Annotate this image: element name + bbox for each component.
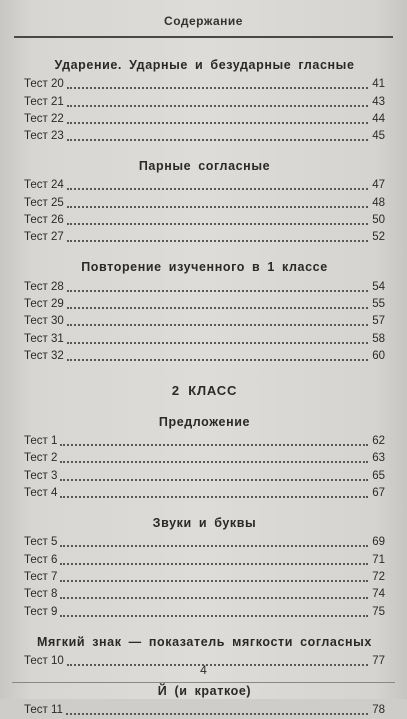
section-title: Звуки и буквы bbox=[152, 516, 257, 531]
toc-entry-label: Тест 3 bbox=[24, 469, 58, 482]
toc-entry-page: 55 bbox=[372, 297, 385, 310]
toc-entry-label: Тест 26 bbox=[24, 214, 64, 227]
toc-entry bbox=[22, 450, 387, 467]
dot-leader bbox=[60, 615, 368, 617]
page-header bbox=[14, 8, 393, 38]
toc-entry-label: Тест 1 bbox=[24, 435, 58, 448]
toc-entry-label: Тест 24 bbox=[24, 179, 64, 192]
section-title: Повторение изученного в 1 классе bbox=[81, 260, 328, 275]
toc-entry-label: Тест 11 bbox=[24, 704, 63, 717]
toc-entry bbox=[22, 278, 387, 295]
toc-entry-page: 57 bbox=[372, 315, 385, 328]
dot-leader bbox=[60, 444, 368, 446]
toc-entry-label: Тест 4 bbox=[24, 487, 58, 500]
toc-entry bbox=[22, 212, 387, 229]
page-number: 4 bbox=[200, 663, 207, 677]
toc-entry-label: Тест 10 bbox=[24, 654, 64, 667]
toc-entry-label: Тест 27 bbox=[24, 231, 64, 244]
section-title: Парные согласные bbox=[138, 159, 271, 174]
toc-entry-label: Тест 25 bbox=[24, 196, 64, 209]
dot-leader bbox=[67, 342, 368, 344]
toc-entry-label: Тест 2 bbox=[24, 452, 58, 465]
toc-entry bbox=[22, 296, 387, 313]
toc-entry-page: 69 bbox=[372, 536, 385, 549]
toc-entry bbox=[22, 111, 387, 128]
toc-entry bbox=[22, 313, 387, 330]
toc-entry bbox=[22, 586, 387, 603]
section-gap bbox=[22, 246, 387, 256]
footer-divider bbox=[12, 682, 395, 683]
toc-entry-page: 71 bbox=[372, 553, 385, 566]
dot-leader bbox=[67, 122, 368, 124]
section-title: Ударение. Ударные и безударные гласные bbox=[54, 58, 355, 72]
toc-entry bbox=[22, 229, 387, 246]
toc-entry bbox=[22, 569, 387, 586]
toc-entry-label: Тест 20 bbox=[24, 78, 64, 91]
toc-entry-label: Тест 7 bbox=[24, 570, 58, 583]
toc-part-1 bbox=[22, 54, 387, 365]
toc-entry-page: 60 bbox=[372, 349, 385, 362]
dot-leader bbox=[67, 206, 368, 208]
toc-entry bbox=[22, 194, 387, 211]
toc-entry bbox=[22, 551, 387, 568]
section-title: Предложение bbox=[158, 414, 251, 429]
dot-leader bbox=[60, 479, 368, 481]
toc-entry-label: Тест 8 bbox=[24, 588, 58, 601]
toc-entry-page: 67 bbox=[372, 487, 385, 500]
toc-entry bbox=[22, 467, 387, 484]
toc-entry-label: Тест 29 bbox=[24, 297, 64, 310]
toc-entry-page: 63 bbox=[372, 452, 385, 465]
dot-leader bbox=[67, 87, 368, 89]
dot-leader bbox=[67, 188, 368, 190]
dot-leader bbox=[67, 290, 368, 292]
section-gap bbox=[22, 145, 387, 155]
dot-leader bbox=[67, 240, 368, 242]
toc-entry-page: 72 bbox=[372, 570, 385, 583]
toc-entry bbox=[22, 433, 387, 450]
section-title: Мягкий знак — показатель мягкости согласных bbox=[37, 634, 372, 649]
page-title: Содержание bbox=[164, 14, 243, 28]
toc-entry-label: Тест 9 bbox=[24, 605, 58, 618]
toc-entry-page: 58 bbox=[372, 332, 385, 345]
toc-entry bbox=[22, 93, 387, 110]
toc-entry bbox=[22, 76, 387, 93]
dot-leader bbox=[60, 496, 368, 498]
dot-leader bbox=[60, 563, 368, 565]
toc-entry bbox=[22, 128, 387, 145]
section-title: Й (и краткое) bbox=[157, 683, 252, 698]
toc-entry-label: Тест 28 bbox=[24, 280, 64, 293]
toc-entry-label: Тест 6 bbox=[24, 553, 58, 566]
dot-leader bbox=[67, 223, 368, 225]
toc-entry-label: Тест 22 bbox=[24, 112, 64, 125]
toc-entry bbox=[22, 348, 387, 365]
toc-entry-label: Тест 5 bbox=[24, 536, 58, 549]
toc-entry bbox=[22, 485, 387, 502]
toc-entry-page: 48 bbox=[372, 196, 385, 209]
toc-entry bbox=[22, 330, 387, 347]
toc-entry-page: 41 bbox=[372, 78, 385, 91]
toc-entry bbox=[22, 177, 387, 194]
toc-entry-page: 74 bbox=[372, 588, 385, 601]
class-heading: 2 КЛАСС bbox=[171, 382, 238, 398]
toc-entry bbox=[22, 702, 387, 719]
toc-entry bbox=[22, 534, 387, 551]
dot-leader bbox=[67, 359, 368, 361]
toc-entry-page: 62 bbox=[372, 435, 385, 448]
toc-entry-page: 47 bbox=[372, 179, 385, 192]
toc-entry-label: Тест 23 bbox=[24, 130, 64, 143]
section-gap bbox=[22, 621, 387, 631]
dot-leader bbox=[60, 580, 368, 582]
toc-entry-page: 75 bbox=[372, 605, 385, 618]
dot-leader bbox=[60, 461, 368, 463]
toc-entry-page: 43 bbox=[372, 95, 385, 108]
table-of-contents bbox=[22, 48, 387, 719]
toc-entry-page: 65 bbox=[372, 469, 385, 482]
dot-leader bbox=[67, 139, 368, 141]
toc-entry-page: 78 bbox=[372, 704, 385, 717]
toc-entry-label: Тест 21 bbox=[24, 95, 64, 108]
toc-entry-page: 77 bbox=[372, 654, 385, 667]
toc-entry-page: 45 bbox=[372, 130, 385, 143]
dot-leader bbox=[67, 105, 368, 107]
toc-entry-label: Тест 31 bbox=[24, 332, 64, 345]
toc-entry-page: 54 bbox=[372, 280, 385, 293]
toc-entry-page: 50 bbox=[372, 214, 385, 227]
section-gap bbox=[22, 502, 387, 512]
toc-entry-page: 44 bbox=[372, 112, 385, 125]
toc-entry-page: 52 bbox=[372, 231, 385, 244]
toc-entry bbox=[22, 603, 387, 620]
dot-leader bbox=[66, 713, 368, 715]
toc-entry-label: Тест 30 bbox=[24, 315, 64, 328]
toc-entry-label: Тест 32 bbox=[24, 349, 64, 362]
dot-leader bbox=[67, 324, 368, 326]
dot-leader bbox=[67, 307, 368, 309]
dot-leader bbox=[60, 597, 368, 599]
dot-leader bbox=[60, 545, 368, 547]
